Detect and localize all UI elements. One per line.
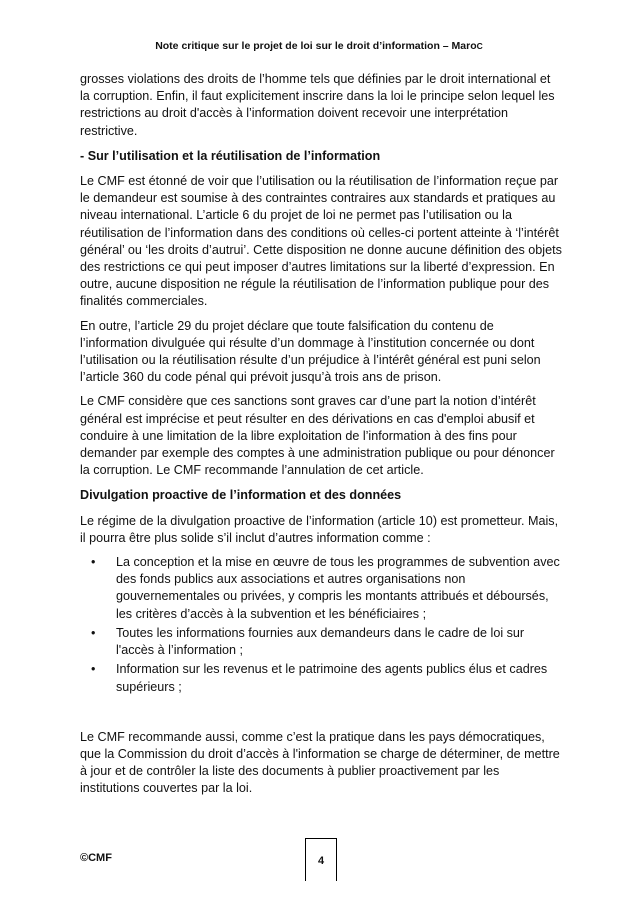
- paragraph-article-29: En outre, l’article 29 du projet déclare que toute falsification du contenu de l’information divulguée qui résulte d’un dommage à l’institution concernée ou dont l’utilisation ou la réutilisation résulte d’un préjudice à l’intérêt général est puni selon l’article 360 du code pénal qui prévoit jusqu’à trois ans de prison.: [80, 318, 541, 385]
- list-item-text: Toutes les informations fournies aux demandeurs dans le cadre de loi sur l'accès à l’information ;: [116, 625, 525, 658]
- paragraph-proactive-regime: Le régime de la divulgation proactive de l’information (article 10) est prometteur. Mais, il pourra être plus solide s’il inclut d’autres information comme :: [80, 513, 559, 545]
- running-header: [0, 40, 638, 52]
- header-title: Note critique sur le projet de loi sur le droit d’information – Maro: [155, 40, 477, 52]
- header-title-tail: C: [476, 41, 483, 51]
- page-number-box: [305, 838, 337, 881]
- list-item: [91, 554, 562, 623]
- list-item-text: Information sur les revenus et le patrimoine des agents publics élus et cadres supérieurs ;: [116, 662, 548, 694]
- bullet-icon: •: [91, 555, 96, 570]
- page-body: [80, 71, 562, 805]
- list-item-text: La conception et la mise en œuvre de tous les programmes de subvention avec des fonds publics aux associations et autres organisations non gouvernementales ou privées, y compris les montants attribués et déboursés, les critères d’accès à la subvention et les bénéficiaires ;: [116, 555, 560, 621]
- paragraph-intro: grosses violations des droits de l’homme tels que définies par le droit international et la corruption. Enfin, il faut explicitement inscrire dans la loi le principe selon lequel les restrictions au droit d'accès à l’information doivent recevoir une interprétation restrictive.: [80, 72, 555, 138]
- bullet-icon: •: [91, 625, 96, 640]
- paragraph-commission: Le CMF recommande aussi, comme c’est la pratique dans les pays démocratiques, que la Commission du droit d’accès à l'information se charge de déterminer, de mettre à jour et de contrôler la liste des documents à publier proactivement par les institutions couvertes par la loi.: [80, 729, 560, 796]
- page-number: 4: [317, 855, 325, 867]
- list-item: [91, 661, 562, 695]
- paragraph-reuse-constraints: Le CMF est étonné de voir que l’utilisation ou la réutilisation de l’information reçue par le demandeur est soumise à des contraintes contraires aux standards et pratiques au niveau international. L’article 6 du projet de loi ne permet pas l’utilisation ou la réutilisation de l’information dans des conditions où celles-ci portent atteinte à ‘l’intérêt général’ ou ‘les droits d’autrui’. Cette disposition ne donne aucune définition des objets des restrictions ce qui peut imposer d’autres limitations sur la liberté d’expression. En outre, aucune disposition ne régule la réutilisation de l’information publique pour des finalités commerciales.: [80, 174, 562, 309]
- footer-copyright: ©CMF: [80, 852, 112, 864]
- bullet-icon: •: [91, 662, 96, 677]
- paragraph-sanctions: Le CMF considère que ces sanctions sont graves car d’une part la notion d’intérêt général est imprécise et peut résulter en des dérivations en cas d'emploi abusif et conduire à une limitation de la libre exploitation de l’information à des fins pour demander par exemple des comptes à une administration publique ou pour dénoncer la corruption. Le CMF recommande l’annulation de cet article.: [80, 394, 555, 478]
- section-heading-proactive: Divulgation proactive de l’information et des données: [80, 488, 402, 503]
- section-heading-reuse: - Sur l’utilisation et la réutilisation de l’information: [80, 148, 381, 163]
- bullet-list: [80, 554, 562, 696]
- list-item: [91, 625, 562, 659]
